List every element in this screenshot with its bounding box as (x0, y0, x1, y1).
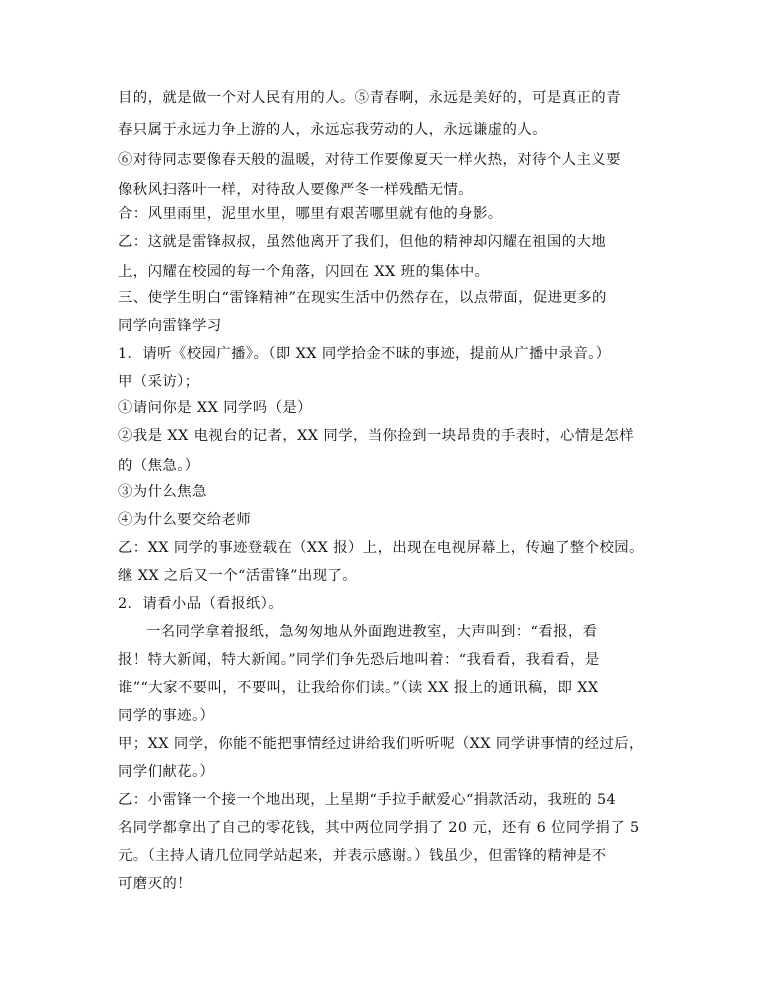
text-line: 元。（主持人请几位同学站起来，并表示感谢。）钱虽少，但雷锋的精神是不 (118, 848, 607, 864)
text-line: 乙：XX 同学的事迹登载在（XX 报）上，出现在电视屏幕上，传遍了整个校园。 (118, 540, 644, 556)
text-line: 同学们献花。） (118, 764, 215, 780)
text-line: 上，闪耀在校园的每一个角落，闪回在 XX 班的集体中。 (118, 264, 490, 280)
text-line: 乙：小雷锋一个接一个地出现，上星期“手拉手献爱心“捐款活动，我班的 54 (118, 792, 617, 808)
text-line: 甲；XX 同学，你能不能把事情经过讲给我们听听呢（XX 同学讲事情的经过后， (118, 736, 644, 752)
text-line: 的（焦急。） (118, 458, 200, 474)
text-line: 名同学都拿出了自己的零花钱，其中两位同学捐了 20 元，还有 6 位同学捐了 5 (118, 820, 640, 836)
text-line: 春只属于永远力争上游的人，永远忘我劳动的人，永远谦虚的人。 (118, 122, 547, 138)
text-line: ③为什么焦急 (118, 484, 207, 500)
text-line: 一名同学拿着报纸，急匆匆地从外面跑进教室，大声叫到：“看报，看 (146, 624, 598, 640)
text-line: 报！特大新闻，特大新闻。”同学们争先恐后地叫着：“我看看，我看看，是 (118, 652, 600, 668)
text-line: 目的，就是做一个对人民有用的人。⑤青春啊，永远是美好的，可是真正的青 (118, 90, 621, 106)
text-line: 可磨灭的！ (118, 876, 192, 892)
text-line: ④为什么要交给老师 (118, 512, 252, 528)
text-line: 谁”“大家不要叫，不要叫，让我给你们读。”（读 XX 报上的通讯稿，即 XX (118, 680, 599, 696)
text-line: ⑥对待同志要像春天般的温暖，对待工作要像夏天一样火热，对待个人主义要 (118, 152, 621, 168)
text-line: 甲（采访）； (118, 374, 200, 390)
text-line: 同学向雷锋学习 (118, 318, 222, 334)
text-line: 同学的事迹。） (118, 708, 215, 724)
text-line: 合：风里雨里，泥里水里，哪里有艰苦哪里就有他的身影。 (118, 206, 503, 222)
text-line: 2．请看小品（看报纸）。 (118, 596, 284, 612)
text-line: 乙：这就是雷锋叔叔，虽然他离开了我们，但他的精神却闪耀在祖国的大地 (118, 234, 607, 250)
text-line: 1．请听《校园广播》。（即 XX 同学拾金不昧的事迹，提前从广播中录音。） (118, 346, 611, 362)
text-line: ②我是 XX 电视台的记者，XX 同学，当你捡到一块昂贵的手表时，心情是怎样 (118, 428, 635, 444)
text-line: 三、使学生明白“雷锋精神”在现实生活中仍然存在，以点带面，促进更多的 (118, 290, 607, 306)
text-line: 继 XX 之后又一个“活雷锋”出现了。 (118, 568, 358, 584)
text-line: 像秋风扫落叶一样，对待敌人要像严冬一样残酷无情。 (118, 182, 473, 198)
text-line: ①请问你是 XX 同学吗（是） (118, 400, 312, 416)
